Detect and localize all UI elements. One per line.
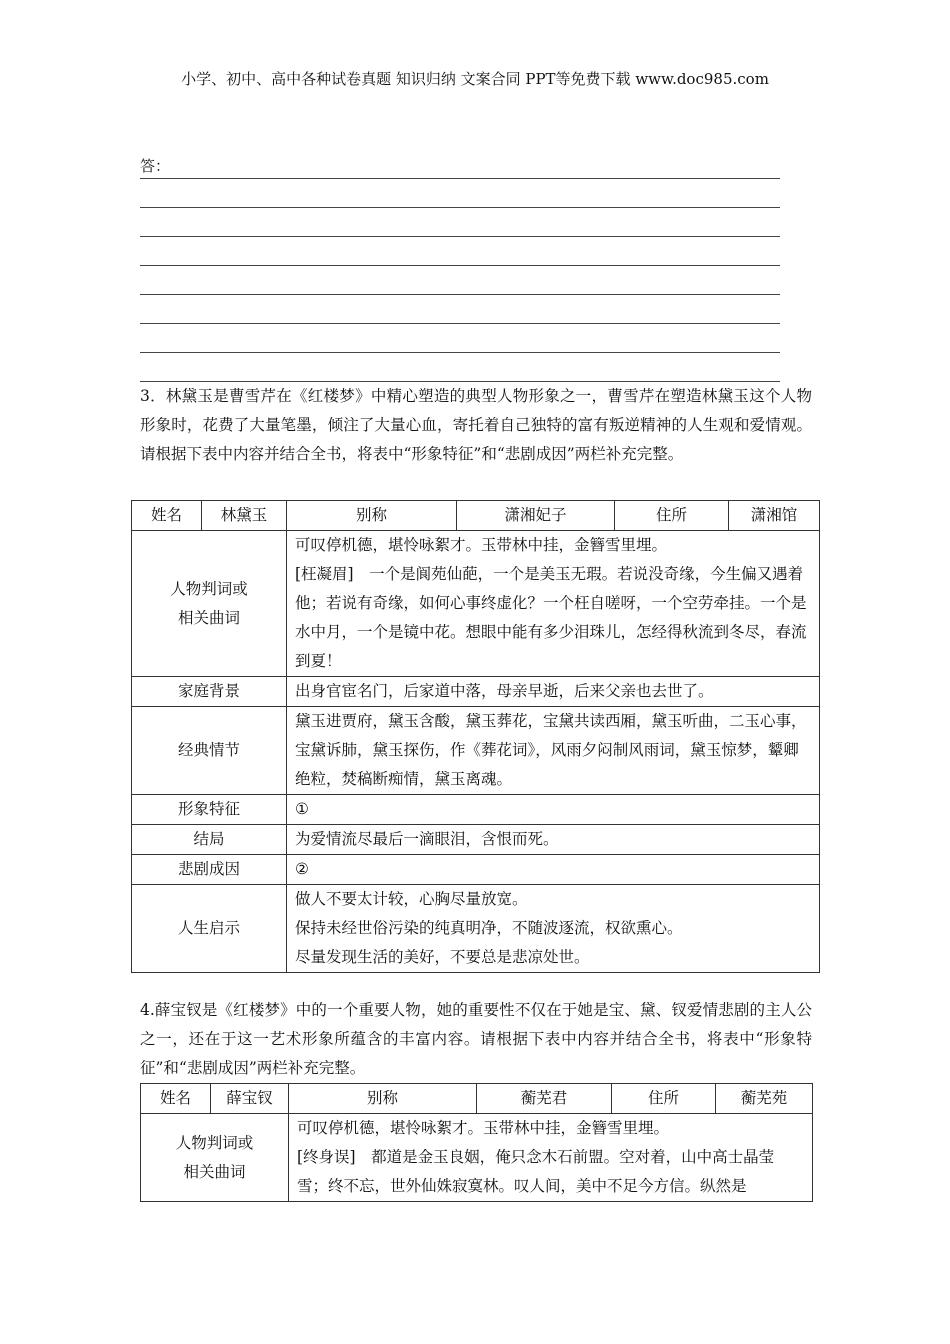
alias-label: 别称 (289, 1084, 477, 1114)
cause-value[interactable]: ② (287, 855, 820, 885)
verdict-line: [终身误] 都道是金玉良姻，俺只念木石前盟。空对着，山中高士晶莹雪；终不忘，世外仙姝寂寞林。叹人间，美中不足今方信。纵然是 (297, 1148, 775, 1195)
answer-line[interactable] (140, 295, 780, 324)
answer-line[interactable] (140, 208, 780, 237)
table-row (132, 795, 820, 825)
verdict-value (289, 1114, 813, 1202)
plot-label: 经典情节 (132, 707, 287, 795)
table-row (132, 707, 820, 795)
table-row (132, 825, 820, 855)
name-value: 薛宝钗 (211, 1084, 289, 1114)
verdict-line: 可叹停机德，堪怜咏絮才。玉带林中挂，金簪雪里埋。 (297, 1119, 670, 1137)
name-value: 林黛玉 (202, 501, 287, 531)
verdict-label-line: 相关曲词 (183, 1162, 246, 1181)
residence-value: 蘅芜苑 (716, 1084, 813, 1114)
name-label: 姓名 (141, 1084, 211, 1114)
name-label: 姓名 (132, 501, 202, 531)
image-label: 形象特征 (132, 795, 287, 825)
table-row (132, 531, 820, 677)
residence-label: 住所 (615, 501, 729, 531)
answer-line[interactable] (140, 324, 780, 353)
question-3-text: 3．林黛玉是曹雪芹在《红楼梦》中精心塑造的典型人物形象之一，曹雪芹在塑造林黛玉这个人物形象时，花费了大量笔墨，倾注了大量心血，寄托着自己独特的富有叛逆精神的人生观和爱情观。请根据下表中内容并结合全书，将表中“形象特征”和“悲剧成因”两栏补充完整。 (140, 387, 812, 463)
insight-line: 尽量发现生活的美好，不要总是悲凉处世。 (295, 948, 590, 966)
table-row (141, 1084, 813, 1114)
table-row (132, 885, 820, 973)
table-row (132, 855, 820, 885)
insight-value (287, 885, 820, 973)
question-3-table (131, 500, 820, 973)
answer-line[interactable] (140, 179, 780, 208)
table-row (141, 1114, 813, 1202)
ending-label: 结局 (132, 825, 287, 855)
table-row (132, 677, 820, 707)
alias-label: 别称 (287, 501, 457, 531)
cause-label: 悲剧成因 (132, 855, 287, 885)
question-4-table (140, 1083, 813, 1202)
family-value: 出身官宦名门，后家道中落，母亲早逝，后来父亲也去世了。 (287, 677, 820, 707)
family-label: 家庭背景 (132, 677, 287, 707)
answer-line[interactable] (140, 353, 780, 382)
verdict-label-line: 人物判词或 (170, 579, 248, 598)
answer-area (140, 150, 780, 382)
verdict-line: 可叹停机德，堪怜咏絮才。玉带林中挂，金簪雪里埋。 (295, 536, 668, 554)
ending-value: 为爱情流尽最后一滴眼泪，含恨而死。 (287, 825, 820, 855)
alias-value: 潇湘妃子 (457, 501, 615, 531)
answer-line[interactable] (140, 266, 780, 295)
plot-value: 黛玉进贾府，黛玉含酸，黛玉葬花，宝黛共读西厢，黛玉听曲，二玉心事，宝黛诉肺，黛玉探伤，作《葬花词》，风雨夕闷制风雨词，黛玉惊梦，颦卿绝粒，焚稿断痴情，黛玉离魂。 (287, 707, 820, 795)
verdict-value (287, 531, 820, 677)
insight-label: 人生启示 (132, 885, 287, 973)
question-4-text: 4.薛宝钗是《红楼梦》中的一个重要人物，她的重要性不仅在于她是宝、黛、钗爱情悲剧的主人公之一，还在于这一艺术形象所蕴含的丰富内容。请根据下表中内容并结合全书，将表中“形象特征”和“悲剧成因”两栏补充完整。 (140, 1001, 812, 1077)
verdict-label (132, 531, 287, 677)
answer-line[interactable] (140, 237, 780, 266)
verdict-label-line: 人物判词或 (175, 1133, 254, 1152)
page-header: 小学、初中、高中各种试卷真题 知识归纳 文案合同 PPT等免费下载 www.doc985.com (181, 70, 769, 88)
insight-line: 做人不要太计较，心胸尽量放宽。 (295, 890, 528, 908)
alias-value: 蘅芜君 (477, 1084, 612, 1114)
answer-line[interactable] (140, 150, 780, 179)
verdict-label (141, 1114, 289, 1202)
insight-line: 保持未经世俗污染的纯真明净，不随波逐流，权欲熏心。 (295, 919, 683, 937)
verdict-label-line: 相关曲词 (177, 608, 240, 627)
residence-label: 住所 (612, 1084, 716, 1114)
answer-label: 答： (140, 155, 174, 176)
residence-value: 潇湘馆 (729, 501, 820, 531)
table-row (132, 501, 820, 531)
verdict-line: [枉凝眉] 一个是阆苑仙葩，一个是美玉无瑕。若说没奇缘，今生偏又遇着他；若说有奇缘，如何心事终虚化？一个枉自嗟呀，一个空劳牵挂。一个是水中月，一个是镜中花。想眼中能有多少泪珠儿，怎经得秋流到冬尽，春流到夏！ (295, 565, 807, 670)
image-value[interactable]: ① (287, 795, 820, 825)
